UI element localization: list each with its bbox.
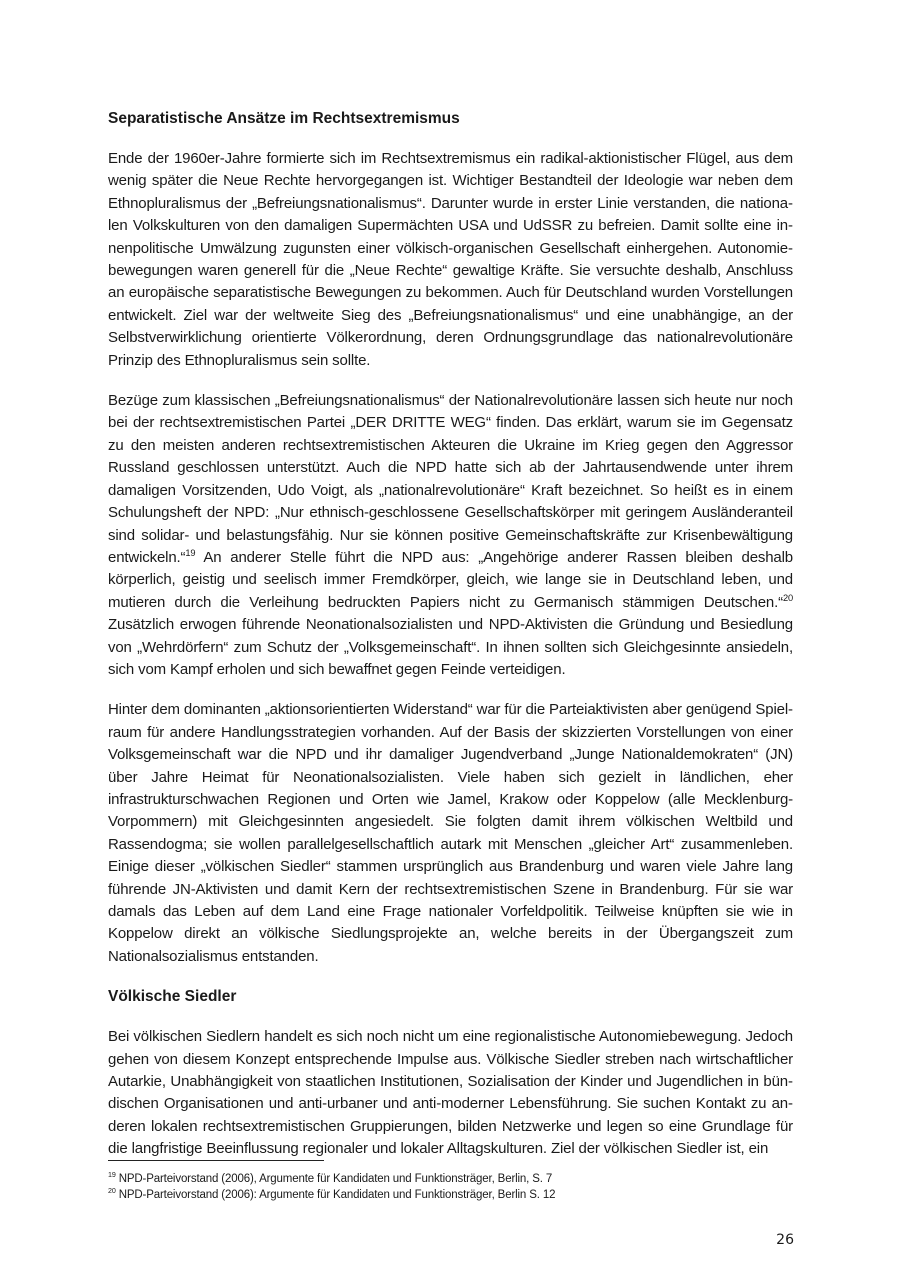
body-text [108,108,793,1179]
section-heading-voelkische-siedler: Völkische Siedler [108,988,237,1006]
paragraph-1: Ende der 1960er-Jahre formierte sich im Rechtsextremismus ein radikal-aktionistischer Flügel, aus dem wenig später die Neue Rechte hervorgegangen ist. Wichtiger Bestandteil der Ideologie war neben dem Ethnopluralismus der „Befreiungsnationalismus“. Darunter wurde in erster Linie verstanden, die nationalen Volkskulturen von den damaligen Supermächten USA und UdSSR zu befreien. Damit sollte eine innenpolitische Umwälzung zugunsten einer völkisch-organischen Gesellschaft einhergehen. Autonomiebewegungen waren generell für die „Neue Rechte“ gewaltige Kräfte. Sie versuchte deshalb, Anschluss an europäische separatistische Bewegungen zu bekommen. Auch für Deutschland wurden Vorstellungen entwickelt. Ziel war der weltweite Sieg des „Befreiungsnationalismus“ und eine unabhängige, an der Selbstverwirklichung orientierte Völkerordnung, deren Ordnungsgrundlage das nationalrevolutionäre Prinzip des Ethnopluralismus sein sollte. [108,150,793,369]
paragraph-2-part-a: Bezüge zum klassischen „Befreiungsnationalismus“ der Nationalrevolutionäre lassen sich heute nur noch bei der rechtsextremistischen Partei „DER DRITTE WEG“ finden. Das erklärt, warum sie im Gegensatz zu den meisten anderen rechtsextremistischen Akteuren die Ukraine im Krieg gegen den Aggressor Russland geschlossen unterstützt. Auch die NPD hatte sich ab der Jahrtausendwende unter ihrem damaligen Vorsitzenden, Udo Voigt, als „nationalrevolutionäre“ Kraft bezeichnet. So heißt es in einem Schulungsheft der NPD: „Nur ethnisch-geschlossene Gesellschaftskörper mit geringem Ausländeranteil sind solidar- und belastungsfähig. Nur sie können positive Gemeinschaftskräfte zur Krisenbewältigung entwickeln.“ [108,392,793,566]
footnote-19 [108,1171,793,1187]
footnote-divider [108,1160,324,1161]
section-heading-separatism: Separatistische Ansätze im Rechtsextremismus [108,110,460,127]
footnote-ref-20[interactable]: 20 [782,592,793,603]
paragraph-2-part-c: Zusätzlich erwogen führende Neonationalsozialisten und NPD-Aktivisten die Gründung und Besiedlung von „Wehrdörfern“ zum Schutz der „Volksgemeinschaft“. In ihnen sollten sich Gleichgesinnte ansiedeln, sich vom Kampf erholen und sich bewaffnet gegen Feinde verteidigen. [108,616,793,678]
paragraph-4: Bei völkischen Siedlern handelt es sich noch nicht um eine regionalistische Autonomiebewegung. Jedoch gehen von diesem Konzept entsprechende Impulse aus. Völkische Siedler streben nach wirtschaftlicher Autarkie, Unabhängigkeit von staatlichen Institutionen, Sozialisation der Kinder und Jugendlichen in bündischen Organisationen und anti-urbaner und anti-moderner Lebensführung. Sie suchen Kontakt zu anderen lokalen rechtsextremistischen Gruppierungen, bilden Netzwerke und legen so eine Grundlage für die langfristige Beeinflussung regionaler und lokaler Alltagskulturen. Ziel der völkischen Siedler ist, ein [108,1028,793,1158]
footnote-20 [108,1187,793,1203]
footnote-text: NPD-Parteivorstand (2006), Argumente für Kandidaten und Funktionsträger, Berlin, S. 7 [118,1173,553,1185]
paragraph-3: Hinter dem dominanten „aktionsorientierten Widerstand“ war für die Parteiaktivisten aber genügend Spielraum für andere Handlungsstrategien vorhanden. Auf der Basis der skizzierten Vorstellungen von einer Volksgemeinschaft war die NPD und ihr damaliger Jugendverband „Junge Nationaldemokraten“ (JN) über Jahre Heimat für Neonationalsozialisten. Viele haben sich gezielt in ländlichen, eher infrastrukturschwachen Regionen und Orten wie Jamel, Krakow oder Koppelow (alle Mecklenburg-Vorpommern) mit Gleichgesinnten angesiedelt. Sie folgten damit ihrem völkischen Weltbild und Rassendogma; sie wollen parallelgesellschaftlich autark mit Menschen „gleicher Art“ zusammenleben. Einige dieser „völkischen Siedler“ stammen ursprünglich aus Brandenburg und waren viele Jahre lang führende JN-Aktivisten und damit Kern der rechtsextremistischen Szene in Brandenburg. Für sie war damals das Leben auf dem Land eine Frage nationaler Vorfeldpolitik. Teilweise knüpften sie wie in Koppelow direkt an völkische Siedlungsprojekte an, welche bereits in der Übergangszeit zum Nationalsozialismus entstanden. [108,701,793,965]
footnotes [108,1171,793,1203]
paragraph-2 [108,390,793,681]
footnote-ref-19[interactable]: 19 [185,547,196,558]
footnote-text: NPD-Parteivorstand (2006): Argumente für Kandidaten und Funktionsträger, Berlin S. 12 [118,1189,556,1201]
footnote-number: 19 [108,1171,116,1180]
page-number: 26 [776,1232,794,1248]
paragraph-2-part-b: An anderer Stelle führt die NPD aus: „Angehörige anderer Rassen bleiben deshalb körperlich, geistig und seelisch immer Fremdkörper, gleich, wie lange sie in Deutschland leben, und mutieren durch die Verleihung bedruckten Papiers nicht zu Germanisch stämmigen Deutschen.“ [108,548,793,611]
footnote-number: 20 [108,1187,116,1196]
